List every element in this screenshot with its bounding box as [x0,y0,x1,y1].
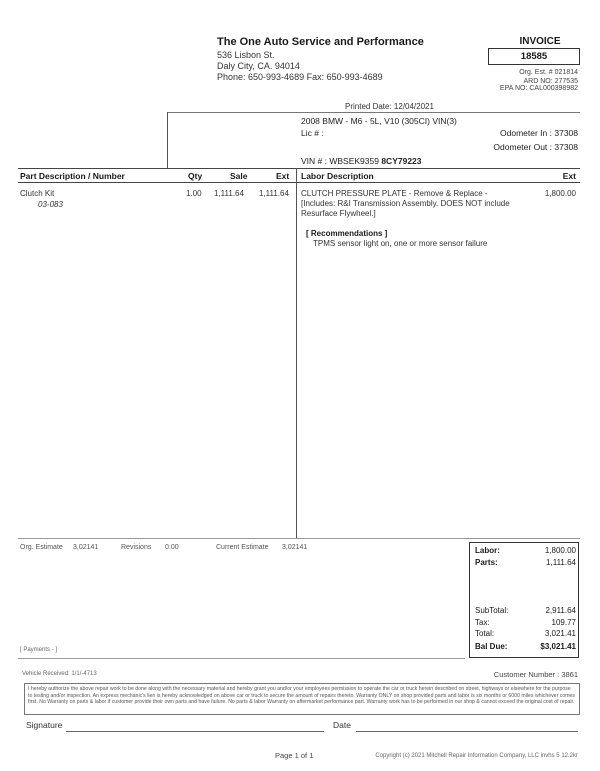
col-part-description: Part Description / Number [20,171,125,181]
shop-street: 536 Lisbon St. [217,50,275,60]
payments-rule [18,658,465,659]
signature-label: Signature [26,720,63,730]
col-labor-ext: Ext [562,171,576,181]
col-labor-description: Labor Description [301,171,374,181]
table-bottom-rule [18,538,580,539]
vehicle-left-border [167,112,168,169]
orig-estimate-value: 3,02141 [73,544,99,551]
orig-estimate-label: Org. Estimate [20,544,63,551]
copyright: Copyright (c) 2021 Mitchell Repair Information Company, LLC invhs 5 12.2kr [375,753,578,759]
printed-date: Printed Date: 12/04/2021 [345,102,434,111]
table-top-rule [18,168,580,169]
tax-value: 109.77 [551,618,576,627]
vehicle-received: Vehicle Received: 1/1/-4713 [22,671,97,677]
col-qty: Qty [188,171,203,181]
shop-phones: Phone: 650-993-4689 Fax: 650-993-4689 [217,72,383,82]
shop-name: The One Auto Service and Performance [217,36,424,48]
header-divider [167,112,580,113]
part-name: Clutch Kit [20,189,55,198]
customer-number: Customer Number : 3861 [493,670,578,679]
epa-number: EPA NO: CAL000398982 [499,85,578,92]
license-plate: Lic # : [301,128,324,138]
subtotal-value: 2,911.64 [545,606,576,615]
vin [301,156,422,166]
col-ext: Ext [276,171,290,181]
current-estimate-value: 3,02141 [282,544,308,551]
subtotal-label: SubTotal: [475,606,509,615]
labor-ext: 1,800.00 [544,189,576,198]
total-label: Total: [475,629,495,638]
payments-label: [ Payments - ] [20,647,58,653]
table-header-rule [18,182,580,183]
invoice-title: INVOICE [519,36,561,47]
odometer-out: Odometer Out : 37308 [493,142,578,152]
balance-due-label: Bal Due: [475,642,508,651]
vin-suffix: 8CY79223 [381,156,422,166]
balance-due-value: $3,021.41 [540,642,576,651]
vin-label: VIN # : WBSEK9359 [301,156,379,166]
recommendation-text: TPMS sensor light on, one or more sensor failure [313,239,488,248]
odometer-in: Odometer In : 37308 [500,128,578,138]
revisions-label: Revisions [121,544,152,551]
labor-total: 1,800.00 [544,546,576,555]
part-qty: 1.00 [186,189,202,198]
shop-city: Daly City, CA. 94014 [217,61,300,71]
current-estimate-label: Current Estimate [216,544,269,551]
ard-number: ARD NO: 277535 [523,78,578,85]
vehicle-description: 2008 BMW - M6 - 5L, V10 (305CI) VIN(3) [301,116,457,126]
tax-label: Tax: [475,618,490,627]
col-sale: Sale [230,171,248,181]
labor-total-label: Labor: [475,546,500,555]
invoice-number: 18585 [488,48,580,65]
labor-description: CLUTCH PRESSURE PLATE - Remove & Replace - [Includes: R&I Transmission Assembly. DOES NOT include Resurface Flywheel.] [301,189,510,218]
org-est-number: Org. Est. # 021814 [519,69,578,76]
authorization-terms: I hereby authorize the above repair work to be done along with the necessary material and hereby grant you and/or your employees permission to operate the car or truck herein described on street, highways or elsewhere for the purpose to testing and/or inspection. An express mechanic's lien is hereby acknowledged on above car or truck to secure the amount of repairs thereto. Warranty ONLY on shop provided parts and labor is six months or 6000 miles whichever comes first. No Warranty on parts & labor if customer provide their own parts and have failure. No parts & labor Warranty on aftermarket performance part. Warranty work has to be performed in our shop & cannot exceed the original cost of repair. [24,683,580,715]
part-number: 03-083 [38,200,63,209]
date-line [356,731,578,732]
total-value: 3,021.41 [544,629,576,638]
parts-total-label: Parts: [475,558,498,567]
parts-total: 1,111.64 [546,558,576,567]
parts-labor-divider [296,168,297,538]
date-label: Date [333,720,351,730]
page-number: Page 1 of 1 [275,751,314,760]
signature-line [66,731,324,732]
part-sale: 1,111.64 [214,189,244,198]
recommendations-title: [ Recommendations ] [306,229,388,238]
revisions-value: 0.00 [165,544,179,551]
part-ext: 1,111.64 [259,189,289,198]
